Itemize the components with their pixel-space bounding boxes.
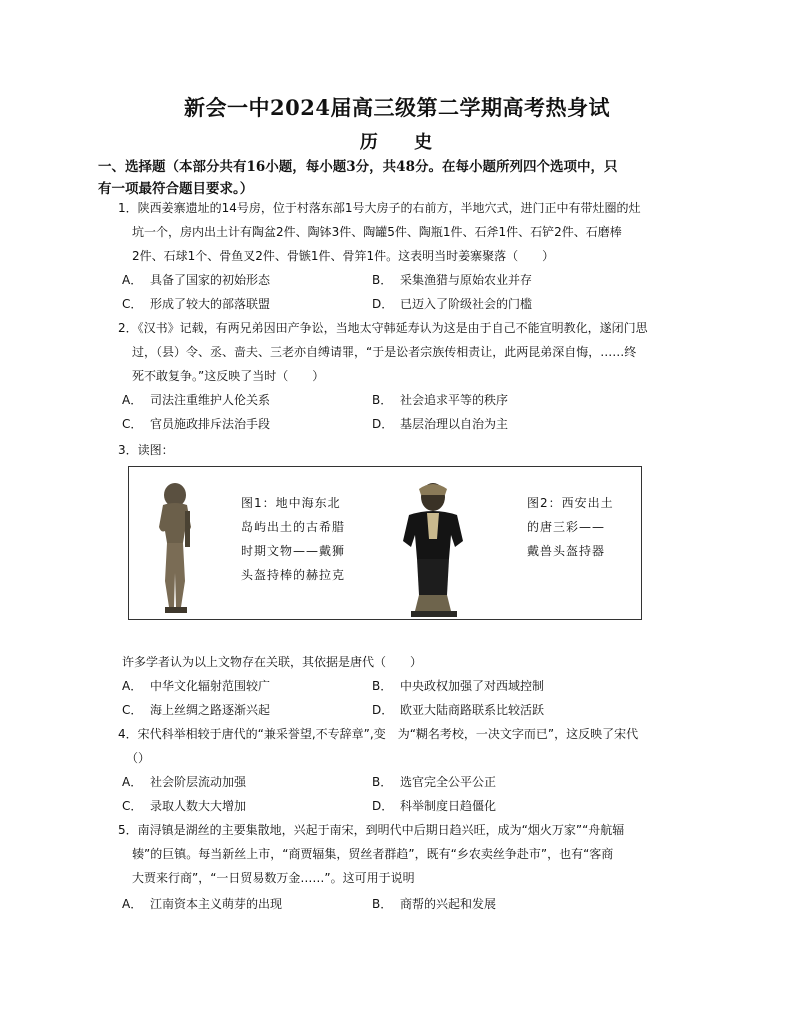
q1-line-1: 1．陕西姜寨遗址的14号房，位于村落东部1号大房子的右前方，半地穴式，进门正中有带灶圈的灶 (118, 201, 641, 215)
figure-1-caption-line: 岛屿出土的古希腊 (241, 520, 346, 534)
q2-option-d[interactable] (372, 416, 508, 432)
q2-line-1: 2．《汉书》记载，有两兄弟因田产争讼，当地太守韩延寿认为这是由于自己不能宣明教化，遂闭门思 (118, 321, 648, 335)
option-label: B． (372, 273, 393, 287)
option-label: B． (372, 393, 393, 407)
option-text: 科举制度日趋僵化 (400, 799, 497, 813)
option-text: 司法注重维护人伦关系 (150, 393, 271, 407)
option-text: 海上丝绸之路逐渐兴起 (150, 703, 271, 717)
q4-option-c[interactable] (122, 798, 246, 814)
q1-line-3: 2件、石球1个、骨鱼叉2件、骨镞1件、骨笄1件。这表明当时姜寨聚落（ ） (132, 249, 555, 263)
section-heading-line-2: 有一项最符合题目要求。） (98, 181, 254, 197)
figure-1-caption-line: 图1：地中海东北 (241, 496, 341, 510)
option-text: 欧亚大陆商路联系比较活跃 (400, 703, 545, 717)
option-text: 社会阶层流动加强 (150, 775, 247, 789)
option-label: A． (122, 897, 143, 911)
exam-title: 新会一中2024届高三级第二学期高考热身试 (184, 95, 610, 120)
option-label: C． (122, 297, 143, 311)
option-text: 社会追求平等的秩序 (400, 393, 509, 407)
option-text: 形成了较大的部落联盟 (150, 297, 271, 311)
section-heading (98, 156, 708, 200)
option-text: 具备了国家的初始形态 (150, 273, 271, 287)
q1-option-c[interactable] (122, 296, 270, 312)
option-text: 中央政权加强了对西域控制 (400, 679, 545, 693)
option-text: 录取人数大大增加 (150, 799, 247, 813)
q4-option-d[interactable] (372, 798, 496, 814)
q2-option-b[interactable] (372, 392, 508, 408)
q1-option-a[interactable] (122, 272, 270, 288)
q5-line-3: 大贾来行商”，“一日贸易数万金……”。这可用于说明 (132, 871, 415, 885)
q2-option-a[interactable] (122, 392, 270, 408)
q2-line-3: 死不敢复争。”这反映了当时（ ） (132, 369, 325, 383)
option-text: 基层治理以自治为主 (400, 417, 509, 431)
option-label: C． (122, 703, 143, 717)
option-label: D． (372, 703, 394, 717)
option-label: B． (372, 679, 393, 693)
option-label: D． (372, 297, 394, 311)
tang-sancai-statue-image (397, 479, 473, 619)
option-text: 选官完全公平公正 (400, 775, 497, 789)
option-label: B． (372, 897, 393, 911)
option-label: A． (122, 393, 143, 407)
q2-line-2: 过，（县）令、丞、啬夫、三老亦自缚请罪，“于是讼者宗族传相责让，此两昆弟深自悔，……终 (132, 345, 637, 359)
option-label: A． (122, 679, 143, 693)
option-text: 采集渔猎与原始农业并存 (400, 273, 533, 287)
q5-line-2: 辏”的巨镇。每当新丝上市，“商贾辐集，贸丝者群趋”，既有“乡农卖丝争赴市”，也有“客商 (132, 847, 614, 861)
q3-option-a[interactable] (122, 678, 270, 694)
option-label: D． (372, 417, 394, 431)
q1-line-2: 坑一个，房内出土计有陶盆2件、陶钵3件、陶罐5件、陶瓶1件、石斧1件、石铲2件、石磨棒 (132, 225, 622, 239)
q1-option-d[interactable] (372, 296, 532, 312)
q4-option-a[interactable] (122, 774, 246, 790)
q5-option-a[interactable] (122, 896, 282, 912)
q3-option-d[interactable] (372, 702, 544, 718)
figure-2-caption-line: 图2：西安出土 (527, 496, 614, 510)
q5-option-b[interactable] (372, 896, 496, 912)
option-text: 中华文化辐射范围较广 (150, 679, 271, 693)
option-text: 商帮的兴起和发展 (400, 897, 497, 911)
q4-option-b[interactable] (372, 774, 496, 790)
figure-1-caption-line: 头盔持棒的赫拉克 (241, 568, 346, 582)
heracles-statue-image (145, 481, 205, 619)
option-label: B． (372, 775, 393, 789)
q4-line-2: （） (126, 751, 151, 765)
figure-1-caption (241, 491, 345, 587)
figure-2-caption (527, 491, 614, 563)
subject-title: 历 史 (359, 132, 435, 153)
q3-after-line: 许多学者认为以上文物存在关联，其依据是唐代（ ） (122, 655, 423, 669)
q2-option-c[interactable] (122, 416, 270, 432)
option-text: 已迈入了阶级社会的门槛 (400, 297, 533, 311)
option-label: C． (122, 799, 143, 813)
figure-2-caption-line: 戴兽头盔持器 (527, 544, 606, 558)
figure-2-caption-line: 的唐三彩—— (527, 520, 606, 534)
option-label: A． (122, 775, 143, 789)
q1-option-b[interactable] (372, 272, 532, 288)
artifact-figure (128, 466, 642, 620)
q5-line-1: 5．南浔镇是湖丝的主要集散地，兴起于南宋，到明代中后期日趋兴旺，成为“烟火万家”“舟航辐 (118, 823, 625, 837)
q3-option-c[interactable] (122, 702, 270, 718)
q4-line-1: 4．宋代科举相较于唐代的“兼采誉望,不专辞章”,变 为“糊名考校，一决文字而已”，这反映了宋代 (118, 727, 639, 741)
option-label: A． (122, 273, 143, 287)
q3-option-b[interactable] (372, 678, 544, 694)
option-text: 官员施政排斥法治手段 (150, 417, 271, 431)
figure-1-caption-line: 时期文物——戴狮 (241, 544, 346, 558)
section-heading-line-1: 一、选择题（本部分共有16小题，每小题3分，共48分。在每小题所列四个选项中，只 (98, 159, 618, 175)
option-label: D． (372, 799, 394, 813)
q3-line-1: 3．读图： (118, 443, 174, 457)
option-label: C． (122, 417, 143, 431)
option-text: 江南资本主义萌芽的出现 (150, 897, 283, 911)
